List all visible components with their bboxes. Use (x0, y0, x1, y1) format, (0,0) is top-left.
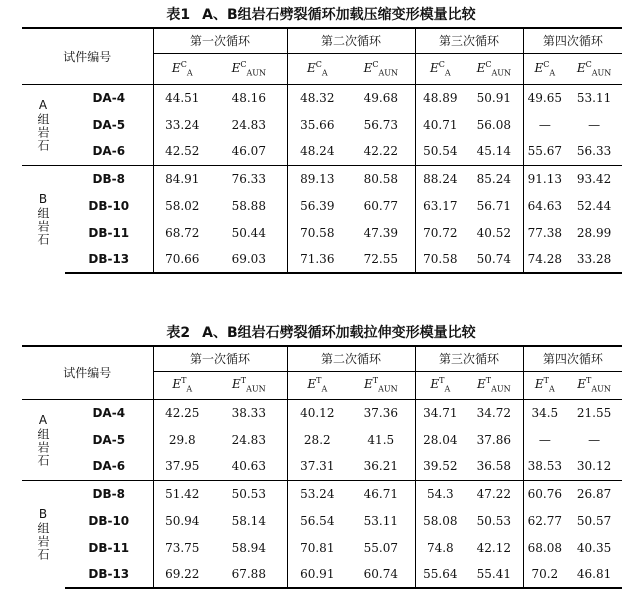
table1-col-eaun-4: $E^C_{AUN}$ (566, 53, 622, 84)
table-cell: 46.71 (347, 480, 415, 507)
table-cell: 60.74 (347, 561, 415, 588)
table-row (22, 426, 622, 453)
table1 (22, 27, 622, 274)
table-cell: 35.66 (287, 111, 347, 138)
table-cell: 48.24 (287, 138, 347, 165)
table-cell: 40.35 (576, 540, 612, 555)
table-cell: 48.32 (287, 84, 347, 111)
table2 (22, 345, 622, 589)
table-cell: 64.63 (523, 192, 566, 219)
table-cell: 50.91 (465, 84, 523, 111)
specimen-id: DB-13 (65, 561, 153, 588)
table-cell: 51.42 (153, 480, 211, 507)
table-cell: 33.24 (153, 111, 211, 138)
table-cell: — (588, 432, 601, 447)
table-row (22, 219, 622, 246)
table-cell: 73.75 (153, 534, 211, 561)
table-cell: 55.41 (465, 561, 523, 588)
table-cell: 34.71 (415, 399, 465, 426)
table2-col-ea-4: $E^T_A$ (523, 371, 566, 399)
table-cell: 34.72 (465, 399, 523, 426)
table-cell: 38.33 (211, 399, 287, 426)
table-cell: 52.44 (576, 198, 612, 213)
table-cell: 50.74 (465, 246, 523, 273)
table1-number: 表1 (166, 7, 191, 23)
table1-col-ea-2: $E^C_A$ (287, 53, 347, 84)
table2-group-b-label: B组岩石 (22, 480, 65, 588)
table-cell: 93.42 (566, 165, 622, 192)
specimen-id: DA-6 (92, 144, 126, 159)
table-cell: 54.3 (415, 480, 465, 507)
table-cell: — (523, 426, 566, 453)
table-cell: 69.22 (153, 561, 211, 588)
table-cell: 36.21 (363, 459, 398, 474)
table-cell: 68.08 (523, 534, 566, 561)
table2-number: 表2 (166, 325, 191, 341)
table-cell: 84.91 (153, 165, 211, 192)
table-cell: 74.28 (523, 246, 566, 273)
table-cell: 60.76 (523, 480, 566, 507)
table-cell: 40.52 (476, 225, 511, 240)
table-row (22, 453, 622, 480)
table-cell: 42.12 (476, 540, 511, 555)
table2-caption (0, 322, 642, 342)
table2-col-eaun-1: $E^T_{AUN}$ (211, 371, 287, 399)
table-cell: 42.25 (153, 399, 211, 426)
table-cell: 50.57 (576, 513, 612, 528)
table-cell: 88.24 (415, 165, 465, 192)
table-cell: 37.95 (153, 453, 211, 480)
table-cell: 49.68 (347, 84, 415, 111)
table-cell: 58.02 (153, 192, 211, 219)
specimen-id: DB-10 (88, 198, 130, 213)
table-cell: 60.91 (287, 561, 347, 588)
table-cell: 50.53 (476, 513, 511, 528)
table-cell: 70.2 (523, 561, 566, 588)
table1-caption (0, 4, 642, 24)
table-cell: 80.58 (347, 165, 415, 192)
table-row (22, 480, 622, 507)
specimen-id: DA-4 (65, 399, 153, 426)
table1-col-ea-4: $E^C_A$ (523, 53, 566, 84)
table-cell: 50.53 (211, 480, 287, 507)
table-cell: — (523, 111, 566, 138)
table-cell: 42.22 (363, 144, 398, 159)
table-cell: 56.33 (576, 144, 612, 159)
table-cell: 77.38 (523, 219, 566, 246)
table1-cycle-2-header: 第二次循环 (287, 28, 415, 53)
table1-col-eaun-1: $E^C_{AUN}$ (211, 53, 287, 84)
table-cell: 89.13 (287, 165, 347, 192)
table-cell: 49.65 (523, 84, 566, 111)
table-cell: 28.04 (415, 426, 465, 453)
table-cell: 46.81 (566, 561, 622, 588)
table-cell: 58.88 (231, 198, 266, 213)
table2-specimen-header: 试件编号 (22, 346, 153, 399)
specimen-id: DB-11 (88, 540, 130, 555)
specimen-id: DB-10 (88, 513, 130, 528)
table-cell: 45.14 (476, 144, 511, 159)
specimen-id: DB-13 (65, 246, 153, 273)
table-row (22, 507, 622, 534)
table-cell: 56.73 (363, 117, 398, 132)
table-cell: 70.58 (287, 219, 347, 246)
table-cell: 55.64 (415, 561, 465, 588)
table-cell: 56.71 (476, 198, 511, 213)
table-cell: 48.16 (211, 84, 287, 111)
table-cell: 38.53 (523, 453, 566, 480)
specimen-id: DA-5 (92, 432, 126, 447)
table-cell: 40.12 (287, 399, 347, 426)
table-cell: 39.52 (415, 453, 465, 480)
table-cell: 37.36 (347, 399, 415, 426)
table-cell: 69.03 (211, 246, 287, 273)
table-cell: 68.72 (153, 219, 211, 246)
specimen-id: DB-11 (88, 225, 130, 240)
table-cell: 63.17 (415, 192, 465, 219)
table-cell: 55.67 (523, 138, 566, 165)
specimen-id: DA-6 (92, 459, 126, 474)
table1-cycle-1-header: 第一次循环 (153, 28, 287, 53)
table-cell: 30.12 (576, 459, 612, 474)
table-cell: 58.14 (231, 513, 266, 528)
table-cell: 70.81 (287, 534, 347, 561)
table-cell: 24.83 (231, 432, 266, 447)
table-cell: 53.11 (363, 513, 398, 528)
table-cell: 76.33 (211, 165, 287, 192)
table2-cycle-3-header: 第三次循环 (415, 346, 523, 371)
table2-group-a-label: A组岩石 (22, 399, 65, 480)
table2-col-eaun-4: $E^T_{AUN}$ (566, 371, 622, 399)
table-cell: — (588, 117, 601, 132)
table-cell: 47.39 (363, 225, 398, 240)
table-cell: 29.8 (153, 426, 211, 453)
table-cell: 34.5 (523, 399, 566, 426)
table2-col-ea-1: $E^T_A$ (153, 371, 211, 399)
table-cell: 28.99 (576, 225, 612, 240)
table-cell: 62.77 (523, 507, 566, 534)
table1-specimen-header: 试件编号 (22, 28, 153, 84)
table-cell: 56.54 (287, 507, 347, 534)
table2-col-eaun-2: $E^T_{AUN}$ (347, 371, 415, 399)
table-row (22, 138, 622, 165)
table-row (22, 399, 622, 426)
table1-cycle-4-header: 第四次循环 (523, 28, 622, 53)
table-cell: 85.24 (465, 165, 523, 192)
table-cell: 71.36 (287, 246, 347, 273)
table-cell: 36.58 (476, 459, 511, 474)
table-row (22, 192, 622, 219)
table2-col-ea-2: $E^T_A$ (287, 371, 347, 399)
table-cell: 28.2 (287, 426, 347, 453)
table1-col-ea-3: $E^C_A$ (415, 53, 465, 84)
table-cell: 44.51 (153, 84, 211, 111)
table2-cycle-2-header: 第二次循环 (287, 346, 415, 371)
table-cell: 24.83 (231, 117, 266, 132)
table-row (22, 165, 622, 192)
table-cell: 74.8 (415, 534, 465, 561)
table-row (22, 561, 622, 588)
table2-cycle-1-header: 第一次循环 (153, 346, 287, 371)
table-cell: 70.66 (153, 246, 211, 273)
table1-group-b-label: B组岩石 (22, 165, 65, 273)
table-cell: 41.5 (367, 432, 395, 447)
table-cell: 56.08 (476, 117, 511, 132)
table-cell: 56.39 (287, 192, 347, 219)
table-cell: 26.87 (566, 480, 622, 507)
table-cell: 40.71 (415, 111, 465, 138)
table-cell: 47.22 (465, 480, 523, 507)
table-cell: 70.72 (415, 219, 465, 246)
table1-group-a-label: A组岩石 (22, 84, 65, 165)
specimen-id: DA-4 (65, 84, 153, 111)
specimen-id: DB-8 (65, 165, 153, 192)
table1-title: A、B组岩石劈裂循环加载压缩变形模量比较 (202, 7, 476, 23)
table-cell: 50.54 (415, 138, 465, 165)
table-cell: 53.11 (566, 84, 622, 111)
table-cell: 55.07 (363, 540, 398, 555)
table2-col-eaun-3: $E^T_{AUN}$ (465, 371, 523, 399)
table1-col-ea-1: $E^C_A$ (153, 53, 211, 84)
table-row (22, 84, 622, 111)
table-cell: 72.55 (347, 246, 415, 273)
table-cell: 60.77 (363, 198, 398, 213)
table-cell: 21.55 (566, 399, 622, 426)
table-cell: 42.52 (153, 138, 211, 165)
table2-title: A、B组岩石劈裂循环加载拉伸变形模量比较 (202, 325, 476, 341)
table-cell: 58.94 (231, 540, 266, 555)
table1-col-eaun-2: $E^C_{AUN}$ (347, 53, 415, 84)
table-cell: 37.31 (287, 453, 347, 480)
table2-col-ea-3: $E^T_A$ (415, 371, 465, 399)
table-row (22, 534, 622, 561)
table-row (22, 246, 622, 273)
table-cell: 50.94 (153, 507, 211, 534)
table-cell: 33.28 (566, 246, 622, 273)
table1-col-eaun-3: $E^C_{AUN}$ (465, 53, 523, 84)
table2-cycle-4-header: 第四次循环 (523, 346, 622, 371)
table-cell: 46.07 (231, 144, 266, 159)
table-cell: 48.89 (415, 84, 465, 111)
table-cell: 50.44 (231, 225, 266, 240)
table-cell: 53.24 (287, 480, 347, 507)
table-cell: 91.13 (523, 165, 566, 192)
table-cell: 40.63 (231, 459, 266, 474)
table-cell: 37.86 (476, 432, 511, 447)
specimen-id: DB-8 (65, 480, 153, 507)
table-row (22, 111, 622, 138)
table1-cycle-3-header: 第三次循环 (415, 28, 523, 53)
table-cell: 58.08 (415, 507, 465, 534)
specimen-id: DA-5 (92, 117, 126, 132)
table-cell: 67.88 (211, 561, 287, 588)
table-cell: 70.58 (415, 246, 465, 273)
